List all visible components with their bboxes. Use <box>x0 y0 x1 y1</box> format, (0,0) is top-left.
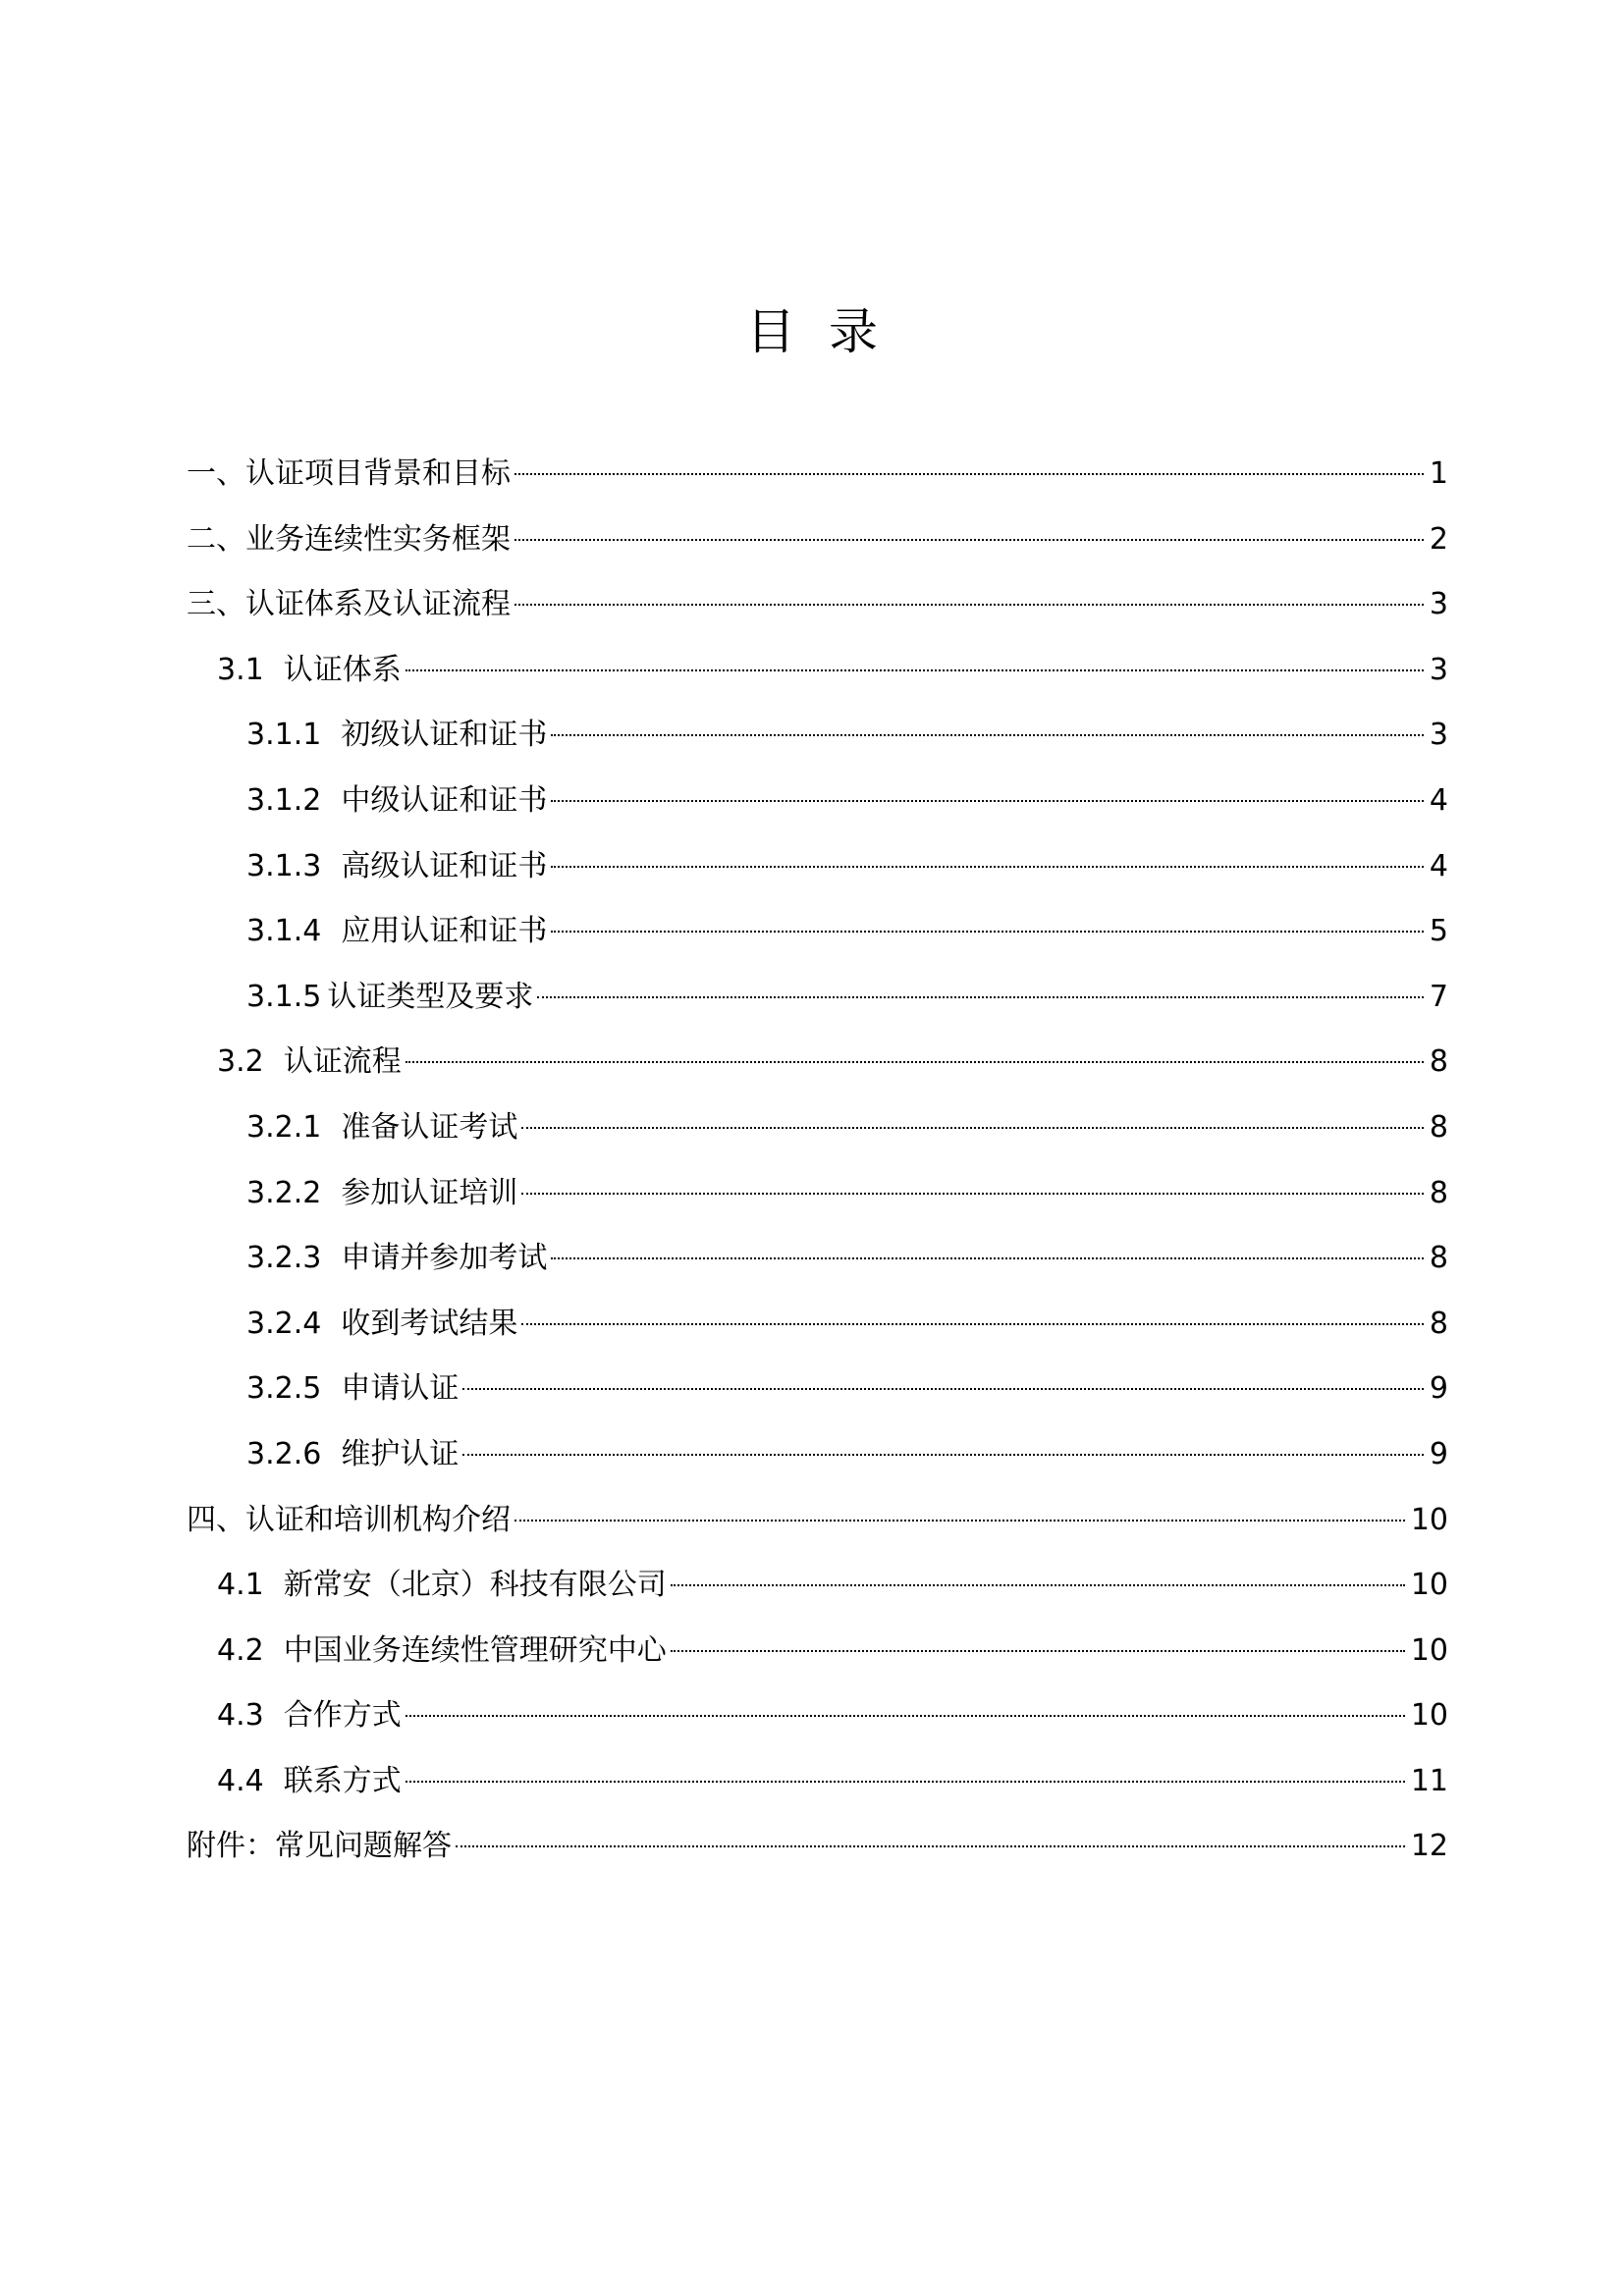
toc-section-number: 3.1.4 <box>246 914 322 949</box>
dot-leader <box>671 1650 1405 1652</box>
toc-section-number: 4.4 <box>217 1763 264 1798</box>
dot-leader <box>551 734 1424 736</box>
toc-page-number: 9 <box>1429 1371 1448 1407</box>
toc-entry[interactable] <box>187 1553 1448 1619</box>
toc-page-number: 9 <box>1429 1436 1448 1471</box>
toc-entry[interactable] <box>187 638 1448 704</box>
toc-entry[interactable] <box>187 1683 1448 1749</box>
toc-page-number: 10 <box>1410 1698 1448 1734</box>
toc-entry-text: 四、认证和培训机构介绍 <box>187 1502 511 1537</box>
dot-leader <box>537 996 1424 998</box>
toc-entry[interactable] <box>187 769 1448 834</box>
toc-entry-text: 申请认证 <box>341 1371 460 1407</box>
toc-entry-text: 认证类型及要求 <box>327 979 534 1014</box>
dot-leader <box>406 1715 1405 1717</box>
toc-section-number: 4.3 <box>217 1698 264 1734</box>
toc-page-number: 8 <box>1429 1306 1448 1341</box>
toc-entry-text: 维护认证 <box>341 1436 460 1471</box>
toc-entry[interactable] <box>187 899 1448 965</box>
dot-leader <box>514 473 1424 475</box>
toc-entry[interactable] <box>187 1422 1448 1488</box>
toc-entry[interactable] <box>187 965 1448 1031</box>
dot-leader <box>551 866 1424 868</box>
toc-page-number: 4 <box>1429 848 1448 883</box>
dot-leader <box>671 1584 1405 1586</box>
toc-section-number: 3.1.2 <box>246 782 322 818</box>
dot-leader <box>521 1323 1424 1325</box>
toc-page-number: 10 <box>1410 1632 1448 1668</box>
toc-section-number: 4.1 <box>217 1568 264 1603</box>
toc-section-number: 3.2.1 <box>246 1109 322 1145</box>
toc-page-number: 3 <box>1429 587 1448 622</box>
toc-entry-text: 合作方式 <box>283 1698 402 1734</box>
toc-entry[interactable] <box>187 834 1448 900</box>
toc-section-number: 3.1.3 <box>246 848 322 883</box>
toc-entry[interactable] <box>187 1357 1448 1422</box>
toc-entry[interactable] <box>187 1095 1448 1161</box>
toc-entry[interactable] <box>187 1749 1448 1815</box>
toc-page-number: 5 <box>1429 914 1448 949</box>
toc-entry[interactable] <box>187 1814 1448 1880</box>
toc-page-number: 10 <box>1410 1502 1448 1537</box>
toc-page-number: 3 <box>1429 718 1448 753</box>
dot-leader <box>462 1454 1424 1456</box>
toc-entry[interactable] <box>187 1292 1448 1358</box>
toc-page-number: 8 <box>1429 1044 1448 1080</box>
toc-entry[interactable] <box>187 1030 1448 1095</box>
dot-leader <box>514 604 1424 606</box>
toc-entry-text: 认证流程 <box>283 1044 402 1080</box>
toc-section-number: 3.1.1 <box>246 718 322 753</box>
toc-entry-text: 中级认证和证书 <box>341 782 548 818</box>
dot-leader <box>456 1845 1405 1847</box>
toc-entry-text: 二、业务连续性实务框架 <box>187 521 511 557</box>
toc-page-number: 4 <box>1429 782 1448 818</box>
toc-page-number: 7 <box>1429 979 1448 1014</box>
dot-leader <box>521 1127 1424 1129</box>
toc-entry-text: 认证体系 <box>283 652 402 687</box>
dot-leader <box>551 1257 1424 1259</box>
dot-leader <box>514 1520 1405 1522</box>
toc-page-number: 1 <box>1429 456 1448 491</box>
toc-entry-text: 三、认证体系及认证流程 <box>187 587 511 622</box>
toc-page-number: 3 <box>1429 652 1448 687</box>
toc-section-number: 3.2.4 <box>246 1306 322 1341</box>
toc-section-number: 3.1.5 <box>246 979 322 1014</box>
dot-leader <box>551 800 1424 802</box>
toc-entry-text: 准备认证考试 <box>341 1109 518 1145</box>
toc-entry-text: 联系方式 <box>283 1763 402 1798</box>
toc-entry[interactable] <box>187 572 1448 638</box>
toc-section-number: 3.2.5 <box>246 1371 322 1407</box>
toc-page-number: 12 <box>1410 1829 1448 1864</box>
dot-leader <box>514 539 1424 541</box>
toc-entry[interactable] <box>187 507 1448 573</box>
toc-entry-text: 初级认证和证书 <box>341 718 548 753</box>
toc-page-number: 10 <box>1410 1568 1448 1603</box>
dot-leader <box>406 669 1424 671</box>
table-of-contents <box>187 442 1448 1880</box>
toc-page-number: 8 <box>1429 1109 1448 1145</box>
toc-entry[interactable] <box>187 1619 1448 1684</box>
dot-leader <box>462 1388 1424 1390</box>
toc-page-number: 8 <box>1429 1241 1448 1276</box>
toc-entry-text: 参加认证培训 <box>341 1175 518 1210</box>
toc-section-number: 3.2 <box>217 1044 264 1080</box>
toc-entry-text: 中国业务连续性管理研究中心 <box>283 1632 667 1668</box>
toc-page-number: 2 <box>1429 521 1448 557</box>
toc-entry[interactable] <box>187 703 1448 769</box>
toc-section-number: 3.2.6 <box>246 1436 322 1471</box>
toc-entry-text: 应用认证和证书 <box>341 914 548 949</box>
toc-entry-text: 高级认证和证书 <box>341 848 548 883</box>
toc-entry[interactable] <box>187 1226 1448 1292</box>
dot-leader <box>521 1193 1424 1195</box>
toc-section-number: 3.1 <box>217 652 264 687</box>
toc-entry-text: 新常安（北京）科技有限公司 <box>283 1568 667 1603</box>
toc-entry-text: 申请并参加考试 <box>341 1241 548 1276</box>
toc-entry-text: 附件：常见问题解答 <box>187 1829 452 1864</box>
dot-leader <box>406 1061 1424 1063</box>
toc-entry[interactable] <box>187 1161 1448 1227</box>
dot-leader <box>551 931 1424 933</box>
toc-section-number: 3.2.2 <box>246 1175 322 1210</box>
toc-entry-text: 收到考试结果 <box>341 1306 518 1341</box>
toc-page-number: 11 <box>1410 1763 1448 1798</box>
toc-entry[interactable] <box>187 1488 1448 1554</box>
page-title: 目录 <box>746 303 911 360</box>
toc-section-number: 4.2 <box>217 1632 264 1668</box>
toc-entry[interactable] <box>187 442 1448 507</box>
toc-page-number: 8 <box>1429 1175 1448 1210</box>
dot-leader <box>406 1781 1405 1783</box>
toc-section-number: 3.2.3 <box>246 1241 322 1276</box>
toc-entry-text: 一、认证项目背景和目标 <box>187 456 511 491</box>
